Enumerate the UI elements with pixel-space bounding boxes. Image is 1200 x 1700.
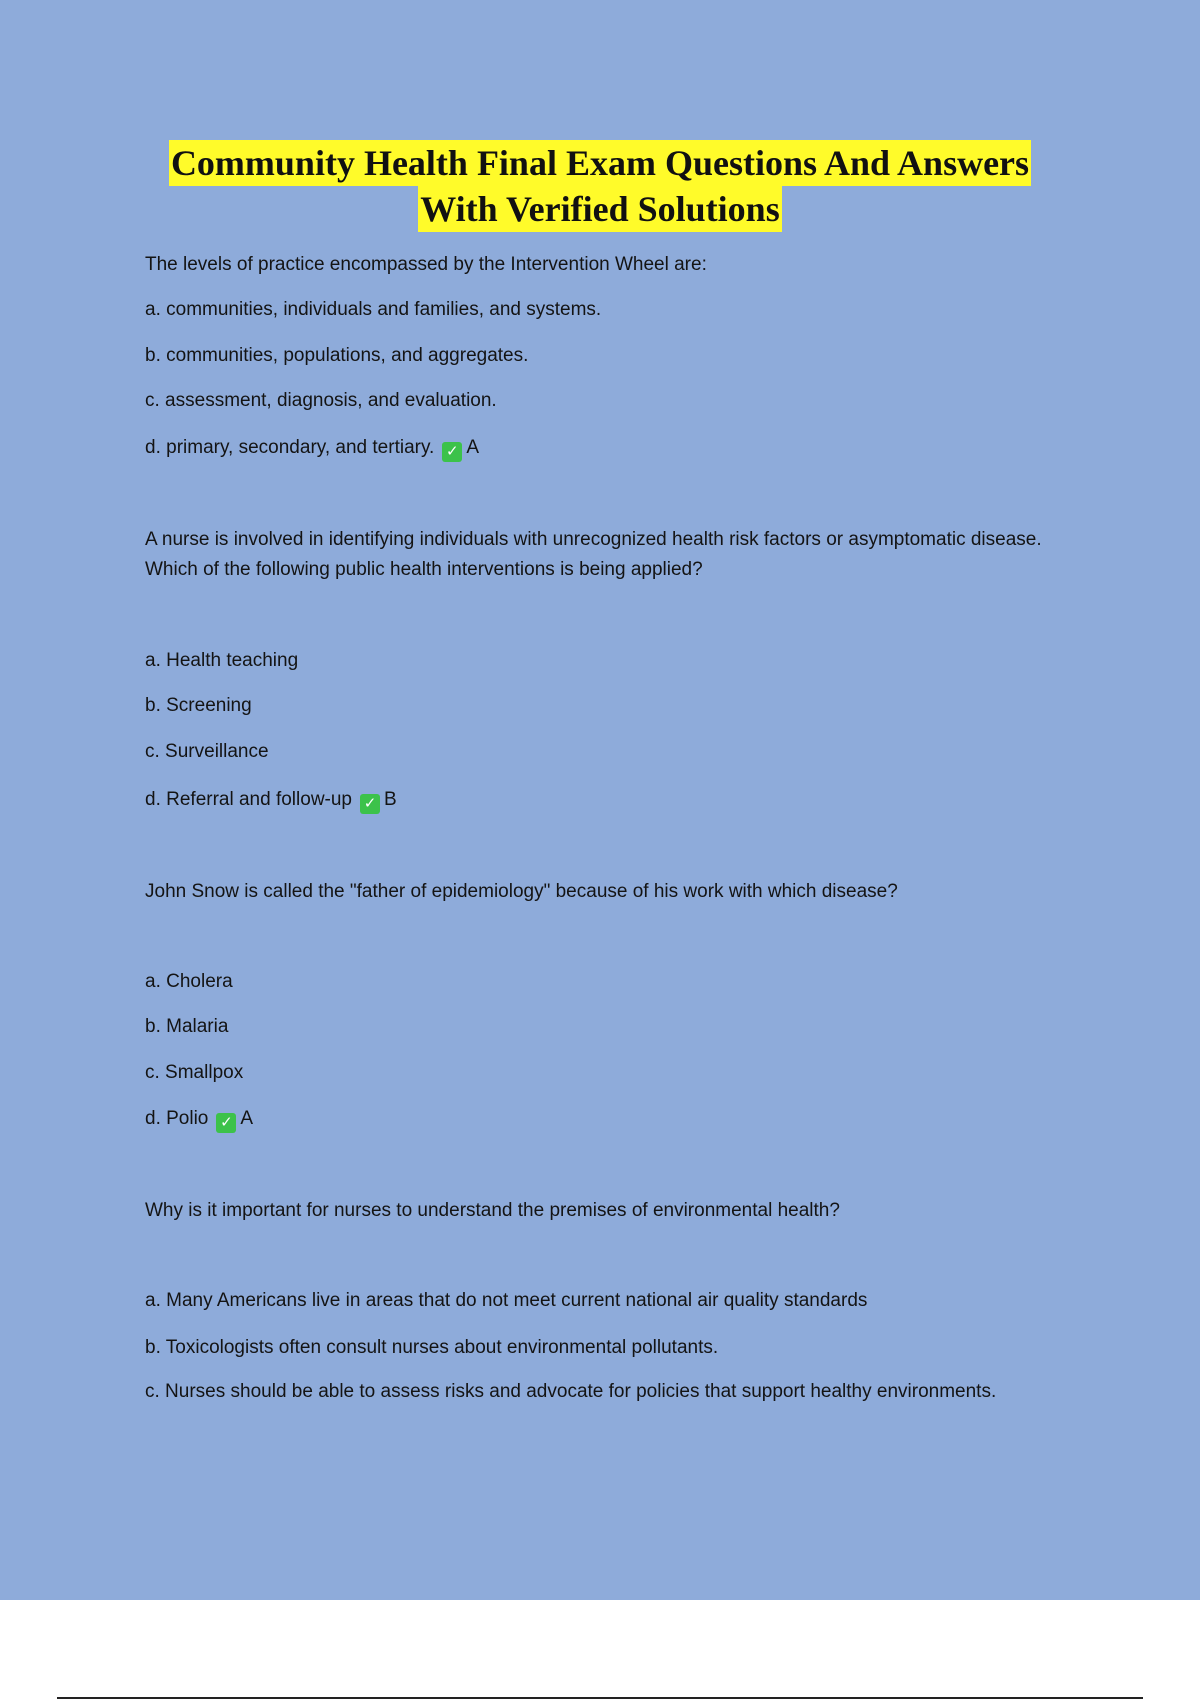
question-4-prompt: Why is it important for nurses to understand the premises of environmental health? bbox=[145, 1200, 840, 1221]
question-3-prompt: John Snow is called the "father of epidemiology" because of his work with which disease? bbox=[145, 881, 898, 902]
question-3-option-d: d. Polio bbox=[145, 1108, 209, 1129]
question-1-option-b: b. communities, populations, and aggregates. bbox=[145, 345, 529, 366]
question-1-option-d: d. primary, secondary, and tertiary. bbox=[145, 437, 435, 458]
question-2-option-a: a. Health teaching bbox=[145, 650, 299, 671]
question-3-answer: A bbox=[240, 1108, 254, 1129]
question-4-option-c: c. Nurses should be able to assess risks and advocate for policies that support healthy environments. bbox=[145, 1381, 997, 1402]
check-mark-icon: ✓ bbox=[442, 442, 462, 462]
question-4-option-b: b. Toxicologists often consult nurses about environmental pollutants. bbox=[145, 1337, 719, 1358]
question-2-option-b: b. Screening bbox=[145, 695, 252, 716]
question-2-option-d-row bbox=[145, 788, 397, 814]
check-mark-icon: ✓ bbox=[360, 794, 380, 814]
question-1-answer: A bbox=[466, 437, 480, 458]
question-2-prompt: A nurse is involved in identifying individuals with unrecognized health risk factors or asymptomatic disease. Which of the following public health interventions is being applied? bbox=[145, 529, 1042, 580]
question-3-option-a: a. Cholera bbox=[145, 971, 233, 992]
question-3-option-c: c. Smallpox bbox=[145, 1062, 244, 1083]
title-line-1: Community Health Final Exam Questions And Answers bbox=[169, 140, 1031, 186]
question-3-option-d-row bbox=[145, 1107, 253, 1133]
question-2-option-d: d. Referral and follow-up bbox=[145, 789, 352, 810]
question-2-option-c: c. Surveillance bbox=[145, 741, 269, 762]
page-title bbox=[0, 140, 1200, 232]
check-mark-icon: ✓ bbox=[216, 1113, 236, 1133]
title-line-2: With Verified Solutions bbox=[418, 186, 781, 232]
question-2-answer: B bbox=[384, 789, 397, 810]
question-4-option-a: a. Many Americans live in areas that do not meet current national air quality standards bbox=[145, 1290, 868, 1311]
question-1-option-d-row bbox=[145, 436, 479, 462]
question-3-option-b: b. Malaria bbox=[145, 1016, 229, 1037]
footer-divider bbox=[57, 1697, 1143, 1699]
question-1-prompt: The levels of practice encompassed by the Intervention Wheel are: bbox=[145, 254, 707, 275]
question-1-option-c: c. assessment, diagnosis, and evaluation. bbox=[145, 390, 497, 411]
question-1-option-a: a. communities, individuals and families, and systems. bbox=[145, 299, 602, 320]
